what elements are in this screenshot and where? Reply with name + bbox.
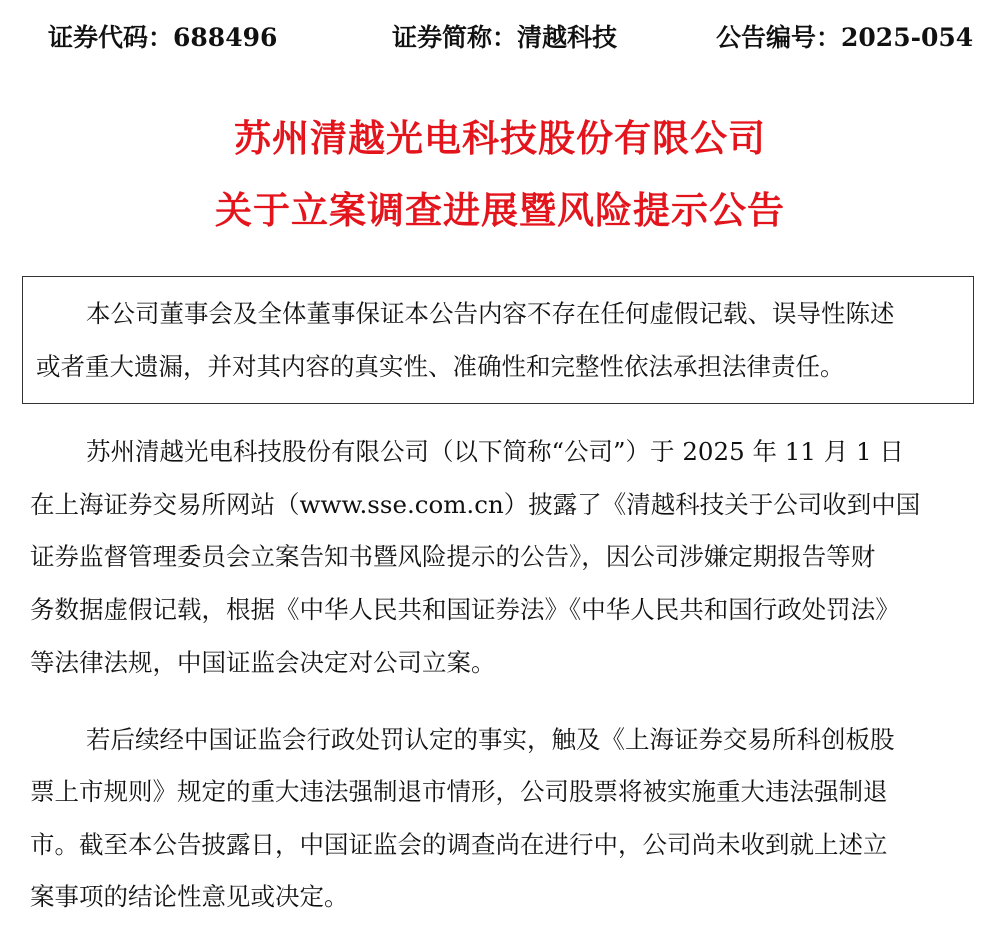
notice-number-value: 2025-054 bbox=[841, 23, 974, 52]
security-abbreviation bbox=[392, 14, 617, 62]
body-line: 在上海证券交易所网站（www.sse.com.cn）披露了《清越科技关于公司收到中国 bbox=[30, 490, 921, 519]
security-abbreviation-value: 清越科技 bbox=[517, 23, 618, 52]
security-code-value: 688496 bbox=[173, 23, 278, 52]
notice-number bbox=[716, 14, 973, 62]
document-header bbox=[0, 14, 1000, 62]
company-title: 苏州清越光电科技股份有限公司 bbox=[234, 116, 766, 160]
body-line: 案事项的结论性意见或决定。 bbox=[30, 882, 349, 911]
body-line: 苏州清越光电科技股份有限公司（以下简称“公司”）于 2025 年 11 月 1 日 bbox=[86, 437, 904, 466]
body-line: 务数据虚假记载，根据《中华人民共和国证券法》《中华人民共和国行政处罚法》 bbox=[30, 595, 900, 624]
body-line: 市。截至本公告披露日，中国证监会的调查尚在进行中，公司尚未收到就上述立 bbox=[30, 830, 888, 859]
body-line: 证券监督管理委员会立案告知书暨风险提示的公告》，因公司涉嫌定期报告等财 bbox=[30, 542, 876, 571]
security-code bbox=[48, 14, 277, 62]
statement-line: 或者重大遗漏，并对其内容的真实性、准确性和完整性依法承担法律责任。 bbox=[36, 352, 845, 381]
security-code-label: 证券代码： bbox=[48, 23, 174, 52]
notice-number-label: 公告编号： bbox=[716, 23, 842, 52]
body-line: 票上市规则》规定的重大违法强制退市情形，公司股票将被实施重大违法强制退 bbox=[30, 777, 888, 806]
body-line: 若后续经中国证监会行政处罚认定的事实，触及《上海证券交易所科创板股 bbox=[86, 725, 895, 754]
announcement-title: 关于立案调查进展暨风险提示公告 bbox=[215, 188, 785, 232]
statement-line: 本公司董事会及全体董事保证本公告内容不存在任何虚假记载、误导性陈述 bbox=[86, 299, 895, 328]
security-abbreviation-label: 证券简称： bbox=[392, 23, 518, 52]
body-line: 等法律法规，中国证监会决定对公司立案。 bbox=[30, 648, 496, 677]
